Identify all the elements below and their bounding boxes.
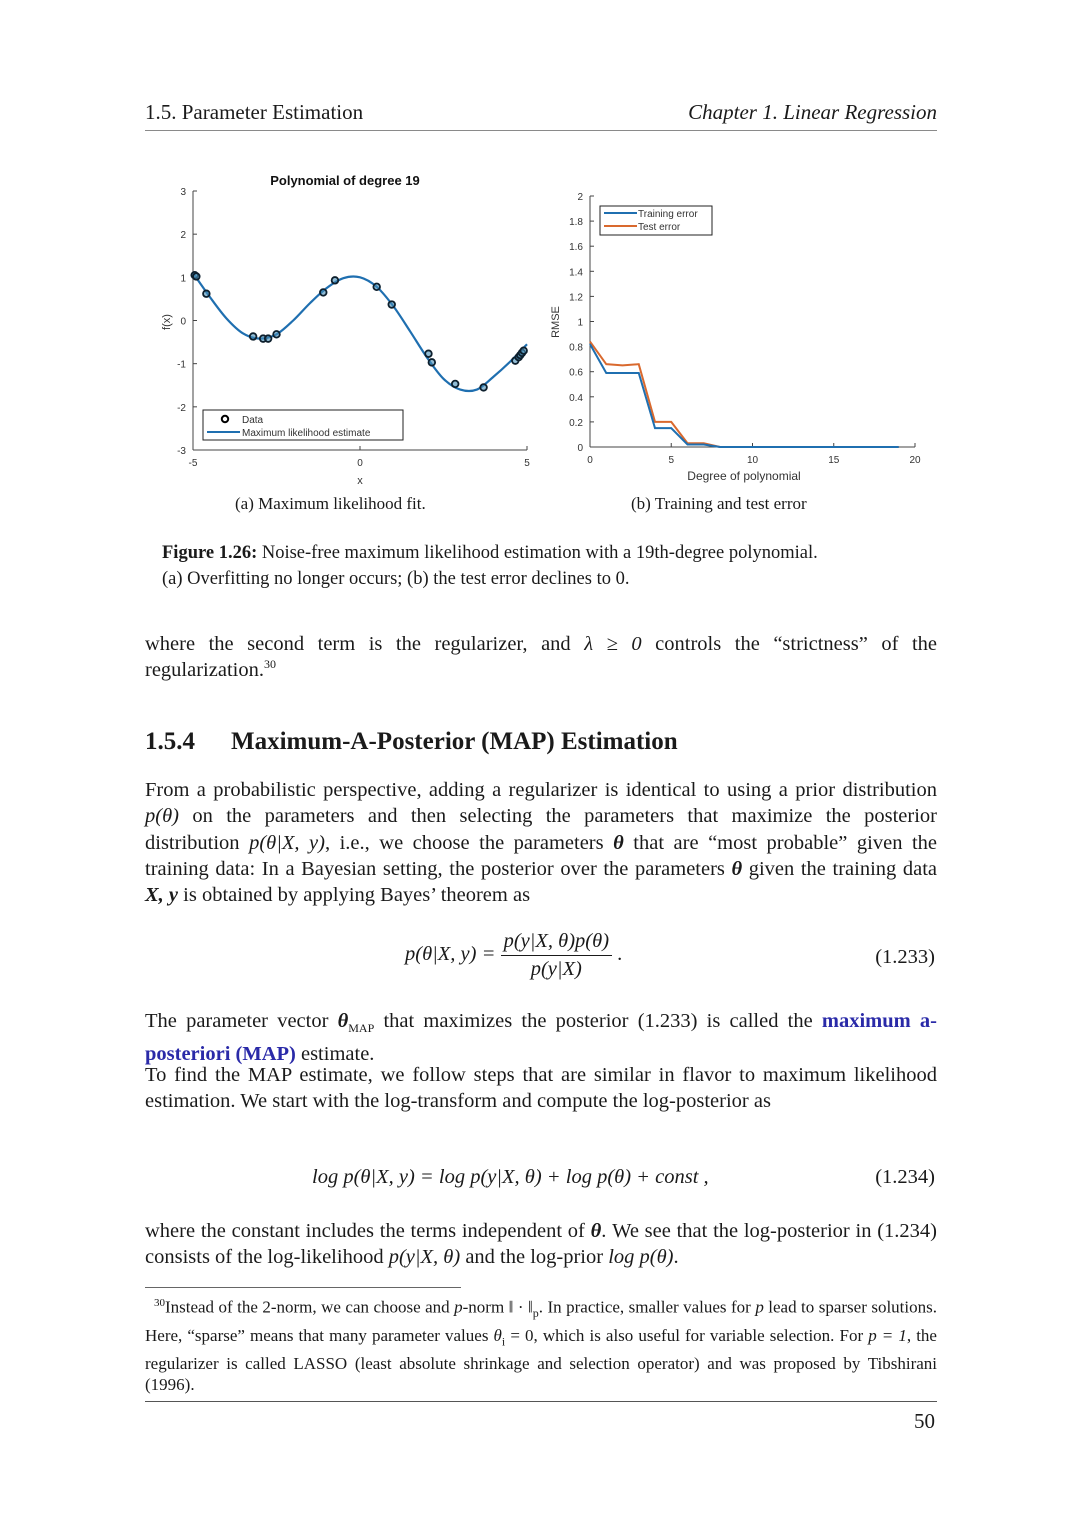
paragraph-regularization: where the second term is the regularizer, and λ ≥ 0 controls the “strictness” of the regularization.$^{30}$ [145,633,937,682]
paragraph-probabilistic: From a probabilistic perspective, adding a regularizer is identical to using a prior distribution p(θ) on the parameters and then selecting the parameters that maximize the posterior distribution p(θ|X, y), i.e., we choose the parameters θ that are “most probable” given the training data: In a Bayesian setting, the posterior over the parameters θ given the training data X, y is obtained by applying Bayes’ theorem as [145,779,937,907]
equation-number-1234: (1.234) [875,1166,935,1188]
chart-b-ylabel: RMSE [550,306,562,338]
legend-test: Test error [638,222,681,233]
svg-text:0.2: 0.2 [569,417,583,429]
chart-a-ylabel: f(x) [161,314,173,330]
svg-text:1: 1 [180,273,186,285]
equation-1234: log p(θ|X, y) = log p(y|X, θ) + log p(θ) + const , [312,1166,709,1188]
legend-ml: Maximum likelihood estimate [242,428,371,439]
chart-a-title: Polynomial of degree 19 [270,173,420,188]
footnote-ref[interactable]: 30 [263,657,276,672]
svg-text:0: 0 [357,458,363,469]
legend-data: Data [242,415,264,426]
svg-text:-5: -5 [188,458,198,469]
section-title: Maximum-A-Posterior (MAP) Estimation [231,728,678,755]
chart-rmse [545,185,940,490]
svg-text:-2: -2 [177,402,186,414]
chart-a-legend [203,410,403,440]
figure-caption: Figure 1.26: Noise-free maximum likelihood estimation with a 19th-degree polynomial. (a) Overfitting no longer occurs; (b) the test error declines to 0. [162,543,818,589]
subcaption-b: (b) Training and test error [631,494,807,513]
paragraph-map-definition: The parameter vector $\theta_{MAP}$ that maximizes the posterior (1.233) is called the maximum a-posteriori (MAP) estimate. [145,1010,938,1066]
footnote-30: $^{30}$Instead of the 2-norm, we can choose and p-norm ‖ · $‖_p$. In practice, smaller values for p lead to sparser solutions. Here, “sparse” means that many parameter values $\theta_i = 0$, which is also useful for variable selection. For p = 1, the regularizer is called LASSO (least absolute shrinkage and selection operator) and was proposed by Tibshirani (1996). [145,1297,937,1395]
running-head-chapter: Chapter 1. Linear Regression [688,100,937,124]
svg-text:0.4: 0.4 [569,392,583,404]
ml-estimate-curve [193,273,527,391]
section-heading [145,728,678,756]
svg-text:10: 10 [746,455,759,466]
keyword-map[interactable]: maximum a-posteriori (MAP) [145,1010,938,1066]
footnote-rule [145,1287,461,1288]
svg-text:0.6: 0.6 [569,367,583,379]
svg-text:20: 20 [909,455,921,466]
equation-number-1233: (1.233) [875,946,935,968]
legend-training: Training error [638,209,698,220]
svg-text:5: 5 [524,458,530,469]
chart-a-x-ticks [189,446,531,469]
equation-1233: p(θ|X, y) = $\frac{p(y|X, \theta)p(\theta)}{p(y|X)}$ . [405,930,623,980]
svg-text:1.4: 1.4 [569,267,583,279]
svg-text:3: 3 [180,187,186,198]
paragraph-log-posterior: where the constant includes the terms independent of θ. We see that the log-posterior in (1.234) consists of the log-likelihood p(y|X, θ) and the log-prior log p(θ). [145,1220,937,1269]
running-head [145,100,937,131]
training-error-line [590,344,899,447]
svg-text:1.8: 1.8 [569,217,583,229]
svg-text:15: 15 [828,455,840,466]
svg-text:5: 5 [668,455,675,466]
svg-text:-3: -3 [177,446,186,457]
chart-b-legend [600,206,712,235]
svg-text:2: 2 [180,230,186,242]
chart-ml-fit [150,168,550,490]
paragraph-map-steps: To find the MAP estimate, we follow steps that are similar in flavor to maximum likelihood estimation. We start with the log-transform and compute the log-posterior as [145,1064,937,1113]
page-number: 50 [914,1409,935,1433]
figure-label: Figure 1.26: [162,543,258,563]
svg-text:1: 1 [577,317,583,329]
chart-a-xlabel: x [357,475,363,487]
svg-text:0: 0 [180,316,186,328]
svg-text:0: 0 [577,443,583,454]
svg-text:2: 2 [577,192,583,203]
svg-text:-1: -1 [177,359,186,371]
svg-text:1.2: 1.2 [569,292,583,304]
svg-text:1.6: 1.6 [569,242,583,254]
subcaption-a: (a) Maximum likelihood fit. [235,494,426,513]
svg-text:0.8: 0.8 [569,342,583,354]
page-bottom-rule [145,1401,937,1402]
chart-b-xlabel: Degree of polynomial [687,469,801,483]
test-error-line [590,342,899,447]
section-number: 1.5.4 [145,728,195,755]
chart-a-y-ticks [177,187,197,457]
running-head-section: 1.5. Parameter Estimation [145,100,364,124]
svg-text:0: 0 [587,455,593,466]
